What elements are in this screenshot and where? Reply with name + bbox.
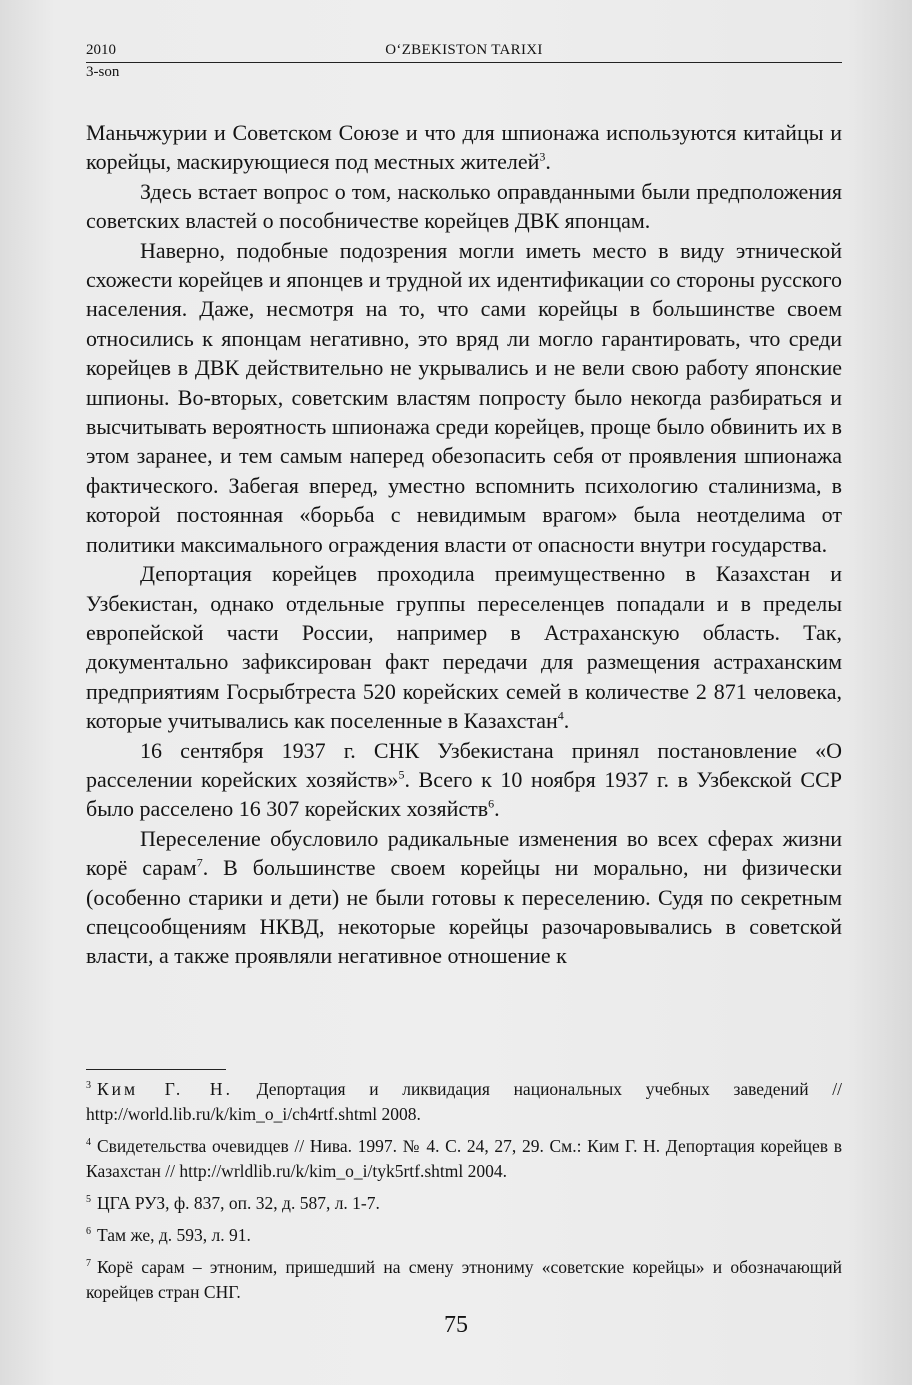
header-journal-title: O‘ZBEKISTON TARIXI [385, 42, 543, 58]
footnote: $^6$ Там же, д. 593, л. 91. [86, 1225, 251, 1245]
footnote-number: 3 [86, 1080, 91, 1092]
footnote-separator [86, 1069, 226, 1070]
footnote-number: 5 [86, 1194, 91, 1206]
footnote-ref: 3 [539, 150, 546, 165]
footnote: $^4$ Свидетельства очевидцев // Нива. 1997. № 4. С. 24, 27, 29. См.: Ким Г. Н. Депортация корейцев в Казахстан // http://wrldlib.ru/k/kim_o_i/tyk5rtf.shtml 2004. [86, 1136, 842, 1181]
footnotes [86, 1077, 842, 1312]
footnote: $^5$ ЦГА РУЗ, ф. 837, оп. 32, д. 587, л. 1-7. [86, 1193, 380, 1213]
footnote-ref: 6 [488, 797, 495, 812]
author-name: Ким Г. Н. [97, 1079, 233, 1099]
footnote-number: 7 [86, 1258, 91, 1270]
footnote-ref: 5 [398, 767, 405, 782]
paragraph: 16 сентября 1937 г. СНК Узбекистана принял постановление «О расселении корейских хозяйств»$^5$. Всего к 10 ноября 1937 г. в Узбекской ССР было расселено 16 307 корейских хозяйств$^6$. [86, 737, 842, 822]
paragraph: Здесь встает вопрос о том, насколько оправданными были предположения советских властей о пособничестве корейцев ДВК японцам. [86, 178, 842, 234]
paragraph: Маньчжурии и Советском Союзе и что для шпионажа используются китайцы и корейцы, маскирующиеся под местных жителей$^3$. [86, 120, 842, 175]
footnote: $^7$ Корё сарам – этноним, пришедший на смену этнониму «советские корейцы» и обозначающий корейцев стран СНГ. [86, 1257, 842, 1302]
paragraph: Депортация корейцев проходила преимущественно в Казахстан и Узбекистан, однако отдельные группы переселенцев попадали и в пределы европейской части России, например в Астраханскую область. Так, документально зафиксирован факт передачи для размещения астраханским предприятиям Госрыбтреста 520 корейских семей в количестве 2 871 человека, которые учитывались как поселенные в Казахстан$^4$. [86, 561, 842, 734]
header-issue: 3-son [86, 64, 120, 80]
page-number: 75 [444, 1312, 468, 1338]
paragraph: Переселение обусловило радикальные изменения во всех сферах жизни корё сарам$^7$. В большинстве своем корейцы ни морально, ни физически (особенно старики и дети) не были готовы к переселению. Судя по секретным спецсообщениям НКВД, некоторые корейцы разочаровывались в советской власти, а также проявляли негативное отношение к [86, 825, 842, 969]
header-year: 2010 [86, 42, 116, 58]
article-body [86, 118, 842, 971]
footnote-number: 6 [86, 1226, 91, 1238]
footnote-ref: 7 [196, 855, 203, 870]
footnote-number: 4 [86, 1137, 91, 1149]
paragraph: Наверно, подобные подозрения могли иметь место в виду этнической схожести корейцев и японцев и трудной их идентификации со стороны русского населения. Даже, несмотря на то, что сами корейцы в большинстве своем относились к японцам негативно, это вряд ли могло гарантировать, что среди корейцев в ДВК действительно не укрывались и не вели свою работу японские шпионы. Во-вторых, советским властям попросту было некогда разбираться и высчитывать вероятность шпионажа среди корейцев, проще было обвинить их в этом заранее, и тем самым наперед обезопасить себя от проявления шпионажа фактического. Забегая вперед, уместно вспомнить психологию сталинизма, в которой постоянная «борьба с невидимым врагом» была неотделима от политики максимального ограждения власти от опасности внутри государства. [86, 237, 842, 557]
running-header [86, 40, 842, 80]
footnote-ref: 4 [557, 708, 564, 723]
footnote: $^3$ Ким Г. Н. Депортация и ликвидация национальных учебных заведений // http://world.lib.ru/k/kim_o_i/ch4rtf.shtml 2008. [86, 1079, 842, 1124]
header-rule [86, 62, 842, 63]
